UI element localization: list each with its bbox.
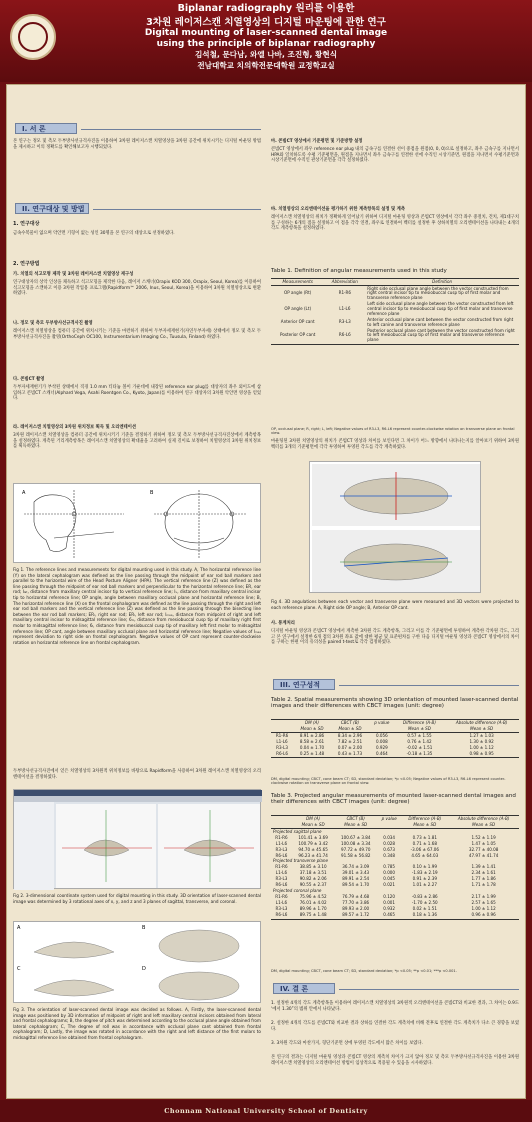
table1-cell: R6-L6 xyxy=(324,328,365,344)
table3-cell: 1.39 ± 1.41 xyxy=(471,864,496,870)
method-ba-heading: 바. 치열영상의 오리엔테이션을 평가하기 위한 계측항목의 설정 및 계측 xyxy=(271,207,405,212)
table1-header: Measurements xyxy=(271,279,324,286)
fig3-panel-b xyxy=(142,925,239,962)
table3-cell: 0.000 xyxy=(383,870,396,876)
frontal-cephalogram-tracing xyxy=(154,490,246,558)
fig3-panel-d xyxy=(142,966,239,1000)
table1-cell: Anterior occlusal plane cant between the vector constructed from right to left canine and transverse reference plane xyxy=(367,316,514,327)
table2-note: DM, digital mounting; CBCT, cone beam CT; SD, standard deviation; *p <0.05; Negative values of R3-L3, R6-L6 represent counter-clockwise rotation on transverse plane on frontal view. xyxy=(271,777,506,786)
fig1-cephalograms xyxy=(13,483,261,563)
method-b-text: 레이저스캔 치열영상을 컴퓨터 공간에 위치시키는 기준을 마련하기 위하여 두부자세재현기(자연두부자세) 상태에서 정모 및 측모 두부방사선규격사진을 촬영(OrthoCeph OC100, Instrumentarium Imaging Co., Tuusula, Finland) 하였다. xyxy=(13,329,261,340)
fig2-rapidform-screenshot xyxy=(13,789,261,889)
table3-cell: 0.021 xyxy=(383,882,396,888)
table2-cell: R3-L3 xyxy=(276,744,288,750)
table2-cell: 1.30 ± 0.92 xyxy=(469,738,494,744)
table1-cell: Posterior occlusal plane cant between the vector constructed from right to left mesiobuccal cusp tip of first molar and transverse reference plane xyxy=(365,328,519,344)
table3-header: Mean ± SD xyxy=(292,822,335,828)
table3-cell: -0.83 ± 2.86 xyxy=(411,894,438,900)
table3-cell: 0.034 xyxy=(383,834,396,840)
table3-cell: 2.17 ± 1.99 xyxy=(471,894,496,900)
table3-cell: 1.52 ± 1.19 xyxy=(471,834,496,840)
projection-text: 마운팅된 3차원 치열영상의 위치가 콘빔CT 영상과 차이를 보인다면 그 차이가 어느 방향에서 나타나는지를 알아보기 위하여 3차원 벡터를 3개의 기준평면에 각각 투영하여 투영된 각도를 각각 계측하였다. xyxy=(271,439,519,450)
table3-cell: 75.96 ± 4.52 xyxy=(299,894,327,900)
method-d-heading: 라. 레이저스캔 치열영상의 3차원 위치정보 획득 및 오리엔테이션 xyxy=(13,425,137,430)
svg-text:A: A xyxy=(22,490,26,496)
stats-text: 디지털 마운팅 영상과 콘빔CT 영상에서 계측한 3차원 각도 계측항목, 그리고 이를 각 기준평면에 투영하여 계측한 각차원 각도, 그리고 본 연구에서 설정한 6개 점의 3차원 좌표 값에 대한 평균 및 표준편차를 구한 다음 디지털 마운팅 영상과 콘빔CT 영상에서의 차이를 구하는 한편 이의 유의성을 paired t-test로 각각 검정하였다. xyxy=(271,629,519,646)
table3-cell: 0.02 ± 1.51 xyxy=(412,906,437,912)
table3-cell: 2.34 ± 1.61 xyxy=(471,870,496,876)
table2-caption: Table 2. Spatial measurements showing 3D orientation of mounted laser-scanned dental images and their differences with CBCT images (unit: degree) xyxy=(271,697,519,710)
table1-cell: L1-L6 xyxy=(339,305,351,311)
table3-caption: Table 3. Projected angular measurements of mounted laser-scanned dental images and their differences with CBCT images (unit: degree) xyxy=(271,793,516,806)
table2-cell: -0.02 ± 1.51 xyxy=(406,744,433,750)
table3-cell: 1.01 ± 2.27 xyxy=(412,882,437,888)
table3-cell: R6-L6 xyxy=(275,882,288,888)
title-korean-line2: 3차원 레이저스캔 치열영상의 디지털 마운팅에 관한 연구 xyxy=(146,17,386,28)
table-row xyxy=(271,328,519,344)
table3-cell: 77.70 ± 3.86 xyxy=(342,900,370,906)
table3-cell: 0.91 ± 2.39 xyxy=(412,876,437,882)
fig3-label-a: A xyxy=(17,925,21,931)
table3-cell: R6-L6 xyxy=(271,913,292,919)
section-methods-title: II. 연구대상 및 방법 xyxy=(15,203,89,214)
title-english-line2: using the principle of biplanar radiography xyxy=(156,38,376,49)
table2-cell: 0.43 ± 1.73 xyxy=(331,751,369,757)
table2-header: DM (A) xyxy=(293,720,331,726)
authors: 김석철, 문다남, 와엘 나바, 조진형, 황현식 xyxy=(194,50,338,59)
table3-cell: 96.23 ± 41.74 xyxy=(298,852,328,858)
table-row xyxy=(271,302,519,318)
table1-header: Abbreviation xyxy=(324,279,365,286)
table3-cell: 100.08 ± 3.34 xyxy=(340,840,371,846)
fig4-caption: Fig 4. 3D angulations between each vector and transverse plane were measured and 3D vectors were projected to each reference plane. A, Right side OP angle; B, Anterior OP cant. xyxy=(271,599,519,610)
table3-cell: R1-R6 xyxy=(275,864,288,870)
table3-cell: 0.932 xyxy=(383,906,396,912)
table3-cell: R1-R6 xyxy=(275,834,288,840)
table3-cell: 1.71 ± 1.78 xyxy=(471,882,496,888)
table3-cell: 90.55 ± 2.37 xyxy=(299,882,327,888)
affiliation: 전남대학교 치의학전문대학원 교정학교실 xyxy=(197,61,335,70)
table2-cell: 0.07 ± 2.00 xyxy=(337,744,363,750)
table3-header: Mean ± SD xyxy=(334,822,377,828)
table3-cell: 38.85 ± 3.10 xyxy=(299,864,327,870)
table3-cell: 36.74 ± 3.09 xyxy=(342,864,370,870)
table1-cell: OP angle (Rt) xyxy=(284,290,312,296)
table3-cell: 89.91 ± 2.54 xyxy=(342,876,370,882)
table3-header: Mean ± SD xyxy=(401,822,448,828)
table3-cell: 100.79 ± 3.42 xyxy=(298,840,328,846)
method-b-heading: 나. 정모 및 측모 두부방사선규격사진 촬영 xyxy=(13,321,93,326)
table3-cell: 2.57 ± 1.65 xyxy=(471,900,496,906)
table2-cell: 0.464 xyxy=(369,751,395,757)
title-korean-line1: Biplanar radiography 원리를 이용한 xyxy=(177,3,355,14)
table1-cell: Right side occlusal plane angle between the vector constructed from right central incisor tip to mesiobuccal cusp tip of first molar and transverse reference plane xyxy=(367,285,509,301)
fig3-orientation-panels xyxy=(13,921,261,1003)
fig3-panel-c xyxy=(17,966,114,996)
method-ba-text: 레이저스캔 치열영상의 위치가 정확하게 일어났기 위하여 디지털 마운팅 영상과 콘빔CT 영상에서 각각 좌우 중절치, 견치, 제1대구치를 구성하는 6개의 점을 설정하고 이 점을 각각 연결, 좌우로 연결하여 벡터를 설정한 후 상하치열의 오리엔테이션을 나타내는 4개의 각도 계측항목을 설정하였다. xyxy=(271,215,519,232)
table2-cell: 0.04 ± 1.70 xyxy=(299,744,325,750)
table3-header: DM (A) xyxy=(292,816,335,822)
table2-cell: 8.58 ± 2.61 xyxy=(299,738,325,744)
lateral-cephalogram-tracing xyxy=(24,490,124,558)
table3-cell: L1-L6 xyxy=(275,840,288,846)
table3-header: Difference (A-B) xyxy=(401,816,448,822)
table3-cell: 4.65 ± 64.03 xyxy=(411,852,439,858)
table1-cell: R1-R6 xyxy=(338,290,351,296)
table2-cell: 7.82 ± 2.51 xyxy=(337,738,363,744)
table3-cell: -1.83 ± 2.19 xyxy=(411,870,438,876)
table3-cell: 0.10 ± 1.99 xyxy=(412,864,437,870)
table3-cell: 0.785 xyxy=(383,864,396,870)
table3-cell: 1.47 ± 1.05 xyxy=(471,840,496,846)
method-d-text: 3차원 레이저스캔 치열영상을 컴퓨터 공간에 위치시키기 기준을 결정하기 위하여 정모 및 측모 두부방사선규격사진상에서 계측항목을 설정하였다. 계측된 거리계측항목은 레이저스캔 치열영상의 확대율을 고려하여 실제 길이로 보정하여 치열영상의 3차원 위치정보를 획득하였다. xyxy=(13,433,261,450)
table3-cell: 89.96 ± 1.70 xyxy=(299,906,327,912)
table3-cell: 0.96 ± 0.96 xyxy=(448,913,519,919)
intro-text: 본 연구는 정모 및 측모 두부방사선규격사진을 이용하여 3차원 레이저스캔 치열영상을 3차원 공간에 위치시키는 디지털 마운팅 방법을 제시하고 이의 정확도를 확인해보고자 시행되었다. xyxy=(13,139,261,150)
stats-heading: 사. 통계처리 xyxy=(271,621,295,626)
table3-cell: R3-L3 xyxy=(275,906,288,912)
table3-cell: 0.001 xyxy=(383,900,396,906)
table3-cell: 76.79 ± 4.68 xyxy=(342,894,370,900)
table3-cell: 37.18 ± 3.51 xyxy=(299,870,327,876)
table3-cell: 94.70 ± 45.65 xyxy=(298,846,328,852)
table3-group-label: Projected transverse plane xyxy=(273,858,329,864)
table3-cell: 1.77 ± 1.86 xyxy=(471,876,496,882)
method-c-text: 두부자세재현기가 부착된 상태에서 직경 1.0 mm 티타늄 볼이 가운데에 내장된 reference ear plug를 대상자의 좌우 외이도에 삽입하고 콘빔CT 스캐너(Alphard Vega, Asahi Roentgen Co., Kyoto, Japan)를 이용하여 연구 대상자의 3차원 악안면 영상을 얻었다. xyxy=(13,385,261,402)
table3-cell: -3.06 ± 67.06 xyxy=(410,846,439,852)
method-a-heading: 가. 치열의 석고모형 제작 및 3차원 레이저스캔 치열영상 재구성 xyxy=(13,272,134,277)
table3-header: Absolute difference (A-B) xyxy=(448,816,519,822)
method-a-text: 연구대상자의 상악 인상을 채득하고 석고모형을 제작한 다음, 레이저 스캐너(Orapix KOD 300, Orapix, Seoul, Korea)를 이용하여 석고모형을 스캔하고 이용 3차원 작업용 프로그램(Rapidform™ 2006, Inus, Seoul, Korea)을 이용하여 3차원 치열영상으로 변환하였다. xyxy=(13,280,261,297)
divider xyxy=(93,209,261,210)
fig3-caption: Fig 3. The orientation of laser-scanned dental image was decided as follows. A, Firstly, the laser-scanned dental image was positioned by 3D information of midpoint of right and left maxillary central incisors obtained from lateral and frontal cephalograms; B, the degree of pitch was determined according to the occlusal plane angle obtained from lateral cephalogram; C, The degree of roll was in accordance with occlusal plane cant obtained from frontal cephalogram; D, Lastly, the image was rotated in accordance with the right and left distance of the first molars to midsagittal reference line obtained from frontal cephalogram. xyxy=(13,1007,261,1040)
poster-header xyxy=(0,0,532,82)
table2-header: Absolute difference (A-B) xyxy=(444,720,519,726)
table3-cell: R6-L6 xyxy=(275,852,288,858)
table3-cell: 32.77 ± 40.08 xyxy=(468,846,499,852)
table3-header: CBCT (B) xyxy=(334,816,377,822)
fig1-caption: Fig 1. The reference lines and measurements for digital mounting used in this study. A, The horizontal reference line (Y) on the lateral cephalogram was defined as the line passing through the midpoint of ear rod ball markers and parallel to the horizontal wire of the Head Posture Aligner (HPA). The vertical reference line (Z) was defined as the line passing through the midpoint of ear rod ball markers and perpendicular to the horizontal reference line; ER, ear rod; Iₗₐₜ, distance from maxillary central incisor tip to vertical reference line; Iᵥ, distance from maxillary central incisor tip to horizontal reference line; OP angle, angle between maxillary occlusal plane and horizontal reference line; B, The horizontal reference line (X) on the frontal cephalogram was defined as the line passing through the right and left ear rod ball markers and the vertical reference line (Z) was defined as the line passing through the bisecting line between the ear rod ball markers; ERᵣ, right ear rod; ERₗ, left ear rod; Iₘₑₐ, distance from midpoint of right and left maxillary central incisor to midsagittal reference line; 6ₘ, distance from mesiobuccal cusp tip of maxillary right first molar to midsagittal reference line; 6ₗ, distance from mesiobuccal cusp tip of maxillary left first molar to midsagittal reference line; OP cant, angle between maxillary occlusal plane and horizontal reference line; Negative values of Iₘₑₐ represent deviation to right side on frontal cephalogram. Negative values of OP cant represent counter-clockwise rotation on horizontal reference line on frontal cephalogram. xyxy=(13,567,261,645)
table2-header: Mean ± SD xyxy=(293,726,331,732)
table3-cell: 89.54 ± 1.70 xyxy=(342,882,370,888)
table2-cell: 0.056 xyxy=(375,732,388,738)
table1-cell: OP angle (Lt) xyxy=(284,305,312,311)
poster-body xyxy=(6,84,526,1099)
table3-header: p value xyxy=(377,816,401,822)
table-row xyxy=(271,751,519,757)
table3-cell: 76.01 ± 4.02 xyxy=(299,900,327,906)
methods-subject-text: 금속수복물이 없으며 악안면 기형이 없는 성인 30명을 본 연구의 대상으로 선정하였다. xyxy=(13,231,175,236)
table1-note: OP, occlusal plane; R, right; L, left; Negative values of R3-L3, R6-L6 represent counter-clockwise rotation on transverse plane on frontal view. xyxy=(271,427,515,436)
table2-cell: 8.91 ± 2.86 xyxy=(299,732,325,738)
table2-header: Mean ± SD xyxy=(331,726,369,732)
divider xyxy=(339,989,519,990)
table3-group-label: Projected coronal plane xyxy=(273,888,322,894)
table3-cell: 100.67 ± 3.84 xyxy=(340,834,371,840)
table3-cell: 0.73 ± 1.81 xyxy=(412,834,437,840)
table3-group-label: Projected sagittal plane xyxy=(273,828,322,834)
table1-header: Definition xyxy=(365,279,519,286)
table2-cell: L1-L6 xyxy=(276,738,288,744)
table3-cell: 0.045 xyxy=(383,876,396,882)
table2-cell: R6-L6 xyxy=(271,751,293,757)
table3-cell: 90.82 ± 2.06 xyxy=(299,876,327,882)
fig3-panel-a xyxy=(17,925,114,958)
table3-cell: 0.71 ± 1.68 xyxy=(412,840,437,846)
table2-header: Difference (A-B) xyxy=(395,720,445,726)
fig4-vector-angulation xyxy=(309,461,481,593)
section-results-title: III. 연구성적 xyxy=(273,679,335,690)
table1-cell: Left side occlusal plane angle between the vector constructed from left central incisor tip to mesiobuccal cusp tip of first molar and transverse reference plane xyxy=(367,301,514,316)
table3-cell: R3-L3 xyxy=(275,846,288,852)
table1-cell: R3-L3 xyxy=(338,319,351,325)
table3-cell: 97.72 ± 49.70 xyxy=(340,846,371,852)
table-row xyxy=(271,847,519,853)
table2-cell: 0.008 xyxy=(375,738,388,744)
table3-header: Mean ± SD xyxy=(448,822,519,828)
table-row xyxy=(271,317,519,328)
table3-cell: 0.120 xyxy=(383,894,396,900)
table3-cell: -1.70 ± 2.50 xyxy=(411,900,438,906)
table-row xyxy=(271,913,519,919)
table2-cell: 1.27 ± 1.03 xyxy=(469,732,494,738)
table3-cell: R3-L3 xyxy=(275,876,288,882)
footer-school-name: Chonnam National University School of Dentistry xyxy=(0,1100,532,1122)
table2-header: Mean ± SD xyxy=(444,726,519,732)
table3-cell: 1.00 ± 1.12 xyxy=(471,906,496,912)
conclusion-1: 1. 설정한 4개의 각도 계측항목을 이용하여 레이저스캔 치열영상의 3차원적 오리엔테이션을 콘빔CT와 비교한 결과, 그 차이는 0.9도 ‘에서 1.30˚의 범위 안에서 나타났다. xyxy=(271,1001,519,1012)
conclusion-summary: 본 연구의 결과는 디지털 마운팅 영상과 콘빔CT 영상의 계측치 차이가 크지 않아 정모 및 측모 두부방사선규격사진을 이용한 3차원 레이저스캔 치열영상의 오리엔테이션 방법이 임상적으로 적용될 수 있음을 시사하였다. xyxy=(271,1055,519,1066)
table3-cell: 0.18 ± 1.36 xyxy=(401,913,448,919)
method-c-heading: 다. 콘빔CT 촬영 xyxy=(13,377,45,382)
conclusion-2: 2. 설정한 4개의 각도를 콘빔CT와 비교한 결과 상하를 연결한 각도 계측치에 비해 전후로 연결한 각도 계측치가 다소 큰 경향을 보였다. xyxy=(271,1021,519,1032)
method-ma-text: 콘빔CT 영상에서 좌우 reference ear plug 내의 금속구를 연결한 선이 중점을 원점(0, 0, 0)으로 설정하고, 좌우 금속구를 지나면서 HPA와 일치하도록 수평 기준평면을, 원점을 지나면서 좌우 금속구를 연결한 선에 수직인 시상기준면, 원점을 지나면서 수평기준면과 시상기준면에 수직인 관상기준면을 각각 설정하였다. xyxy=(271,147,519,164)
svg-text:B: B xyxy=(150,490,154,496)
table3-cell: 101.41 ± 3.69 xyxy=(298,834,328,840)
method-ma-heading: 마. 콘빔CT 영상에서 기준평면 및 기준방향 설정 xyxy=(271,139,363,144)
methods-method-heading: 2. 연구방법 xyxy=(13,261,40,267)
table2-cell: -0.18 ± 1.35 xyxy=(395,751,445,757)
table3-cell: 89.57 ± 1.72 xyxy=(334,913,377,919)
table3-cell: L1-L6 xyxy=(275,870,288,876)
fig3-label-d: D xyxy=(142,966,146,972)
section-conclusion-title: IV. 결 론 xyxy=(273,983,335,994)
section-intro-title: I. 서 론 xyxy=(15,123,77,134)
divider xyxy=(81,129,261,130)
table3 xyxy=(271,815,519,920)
table2-cell: 0.57 ± 1.55 xyxy=(407,732,432,738)
table2-cell: 0.929 xyxy=(375,744,388,750)
table3-cell: R1-R6 xyxy=(275,894,288,900)
table3-cell: 91.58 ± 56.82 xyxy=(340,852,371,858)
table2-header: p value xyxy=(369,720,395,726)
fig2-caption: Fig 2. 3-dimensional coordinate system used for digital mounting in this study. 3D orientation of laser-scanned dental image was determined by 3 rotational axes of x, y, and z and 3 planes of sagittal, transverse, and coronal. xyxy=(13,893,261,904)
table1-caption: Table 1. Definition of angular measurements used in this study xyxy=(271,268,447,274)
table1 xyxy=(271,278,519,345)
conclusion-3: 3. 3차원 각도와 마찬가지, 형단기준면 상에 투영된 각도에서 많은 차이를 보였다. xyxy=(271,1041,423,1046)
table2 xyxy=(271,719,519,758)
table1-cell: Posterior OP cant xyxy=(271,328,324,344)
table2-cell: 0.25 ± 1.48 xyxy=(293,751,331,757)
table2-cell: 8.34 ± 2.96 xyxy=(337,732,363,738)
table2-cell: 0.98 ± 0.95 xyxy=(444,751,519,757)
table2-cell: 1.00 ± 1.12 xyxy=(469,744,494,750)
table3-cell: 0.028 xyxy=(383,840,396,846)
table2-header: Mean ± SD xyxy=(395,726,445,732)
table3-cell: 89.93 ± 2.00 xyxy=(342,906,370,912)
divider xyxy=(339,685,519,686)
table3-note: DM, digital mounting; CBCT, cone beam CT; SD, standard deviation; *p <0.05; **p <0.01; ***p <0.001. xyxy=(271,969,457,973)
table3-cell: 0.348 xyxy=(383,852,396,858)
table3-cell: L1-L6 xyxy=(275,900,288,906)
table1-cell: Anterior OP cant xyxy=(280,319,315,325)
method-e-text: 두부방사선규격사진에서 얻은 치열영상의 3차원적 위치정보를 바탕으로 Rapidform을 사용하여 3차원 레이저스캔 치열영상의 오리엔테이션을 결정하였다. xyxy=(13,769,261,780)
table3-cell: 0.465 xyxy=(377,913,401,919)
title-english-line1: Digital mounting of laser-scanned dental image xyxy=(144,28,388,38)
methods-subject-heading: 1. 연구대상 xyxy=(13,221,40,227)
table3-cell: 39.01 ± 3.43 xyxy=(342,870,370,876)
fig3-label-b: B xyxy=(142,925,146,931)
table3-cell: 47.97 ± 41.74 xyxy=(468,852,499,858)
table3-cell: 89.75 ± 1.48 xyxy=(292,913,335,919)
table-row xyxy=(271,285,519,301)
table2-cell: 0.76 ± 1.42 xyxy=(407,738,432,744)
table2-cell: R1-R6 xyxy=(275,732,289,738)
table2-header: CBCT (B) xyxy=(331,720,369,726)
fig3-label-c: C xyxy=(17,966,21,972)
university-seal-logo xyxy=(10,14,56,60)
table3-cell: 0.673 xyxy=(383,846,396,852)
